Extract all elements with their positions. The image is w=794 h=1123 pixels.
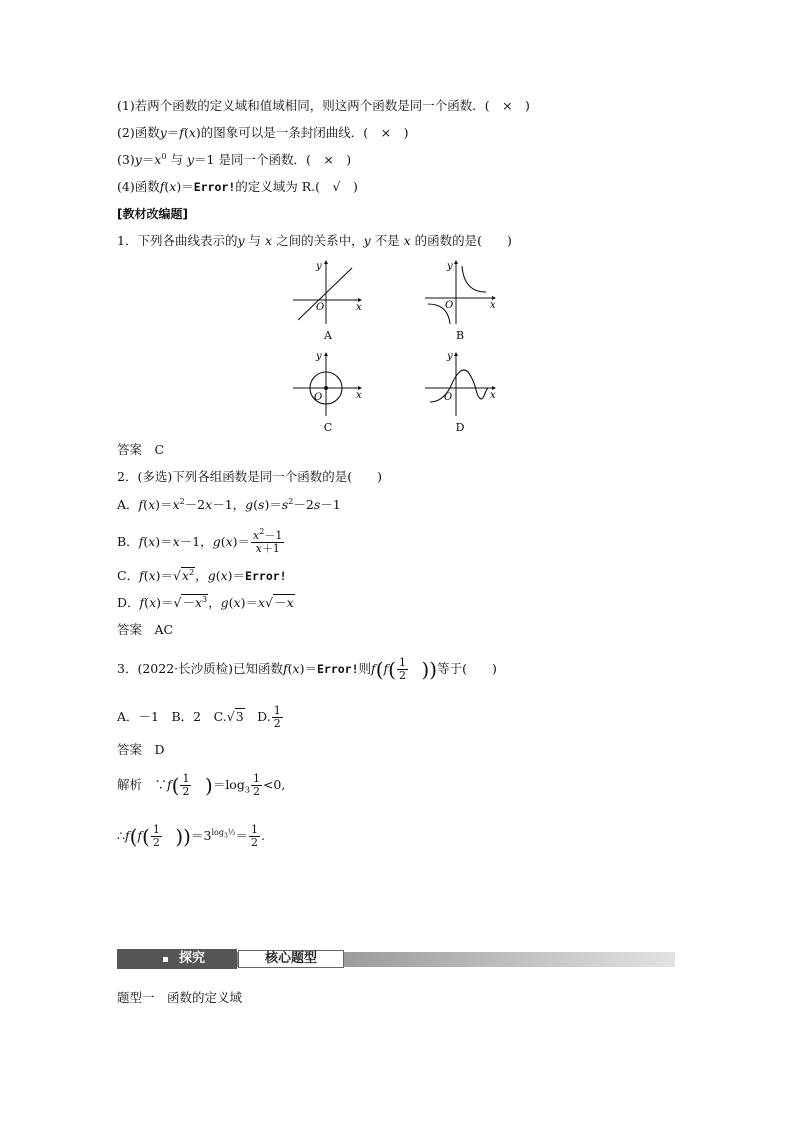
analysis-3-line-2: ∴f(f( $\frac{1}{2}$ ))$=3^{log_3\frac{1}{2}}=$ $\frac{1}{2}$ . xyxy=(117,823,266,849)
graph-d xyxy=(420,350,502,420)
banner-tab-core: 核心题型 xyxy=(238,950,344,968)
svg-text:x: x xyxy=(356,390,362,401)
section-banner xyxy=(117,949,675,969)
option-2a: A．$f(x)=x^2-2x-1$，$g(s)=s^2-2s-1$ xyxy=(117,497,341,512)
option-2d: D．$f(x)=√-x^3$，g(x)＝x√－x xyxy=(117,595,294,610)
judge-item-3: $(3)y=x^0$ 与 y＝1 是同一个函数．( × ) xyxy=(117,152,352,167)
options-3: A．－1 B．2 C.√3 D. $\frac{1}{2}$ xyxy=(117,704,281,730)
svg-text:x: x xyxy=(490,300,496,311)
option-2c: C．$f(x)=√x^2$，g(x)＝Error! xyxy=(117,568,287,583)
svg-text:O: O xyxy=(314,392,323,403)
svg-text:y: y xyxy=(316,261,322,272)
graph-a xyxy=(288,258,368,328)
square-bullet-icon xyxy=(163,957,168,962)
svg-text:x: x xyxy=(356,302,362,313)
graph-c xyxy=(288,350,368,420)
svg-text:O: O xyxy=(444,392,453,403)
graph-label-b: B xyxy=(455,329,465,342)
analysis-3-line-1: 解析 ∵f( $\frac{1}{2}$ )$=\log_3$ $\frac{1}{2}$ <0, xyxy=(117,772,286,798)
svg-text:O: O xyxy=(316,302,325,313)
banner-tab-explore: 探究 xyxy=(117,949,237,969)
graph-b xyxy=(420,258,502,328)
answer-2: 答案 AC xyxy=(117,622,174,637)
graph-label-d: D xyxy=(455,421,465,434)
svg-text:O: O xyxy=(445,300,454,311)
section-tag: [教材改编题] xyxy=(117,207,188,221)
judge-item-1: (1)若两个函数的定义域和值域相同，则这两个函数是同一个函数．( × ) xyxy=(117,98,530,113)
topic-heading: 题型一 函数的定义域 xyxy=(117,990,243,1005)
option-2b: B．f(x)＝x－1，g(x)＝ $\frac{x^2-1}{x+1}$ xyxy=(117,527,283,555)
question-2: 2．(多选)下列各组函数是同一个函数的是( ) xyxy=(117,469,382,484)
question-1: 1．下列各曲线表示的y 与 x 之间的关系中，y 不是 x 的函数的是( ) xyxy=(117,233,512,248)
svg-text:x: x xyxy=(490,390,496,401)
graph-label-a: A xyxy=(324,329,332,342)
answer-3: 答案 D xyxy=(117,742,165,757)
svg-text:y: y xyxy=(316,351,322,362)
svg-text:y: y xyxy=(447,261,453,272)
judge-item-2: (2)函数y＝f(x)的图象可以是一条封闭曲线．( × ) xyxy=(117,125,409,140)
judge-item-4: (4)函数f(x)＝Error!的定义域为 R.( √ ) xyxy=(117,179,358,194)
svg-text:y: y xyxy=(447,351,453,362)
answer-1: 答案 C xyxy=(117,442,165,457)
graph-label-c: C xyxy=(323,421,333,434)
question-3: 3．(2022·长沙质检)已知函数f(x)＝Error!则f(f( $\frac{1}{2}$ ))等于( ) xyxy=(117,656,497,682)
